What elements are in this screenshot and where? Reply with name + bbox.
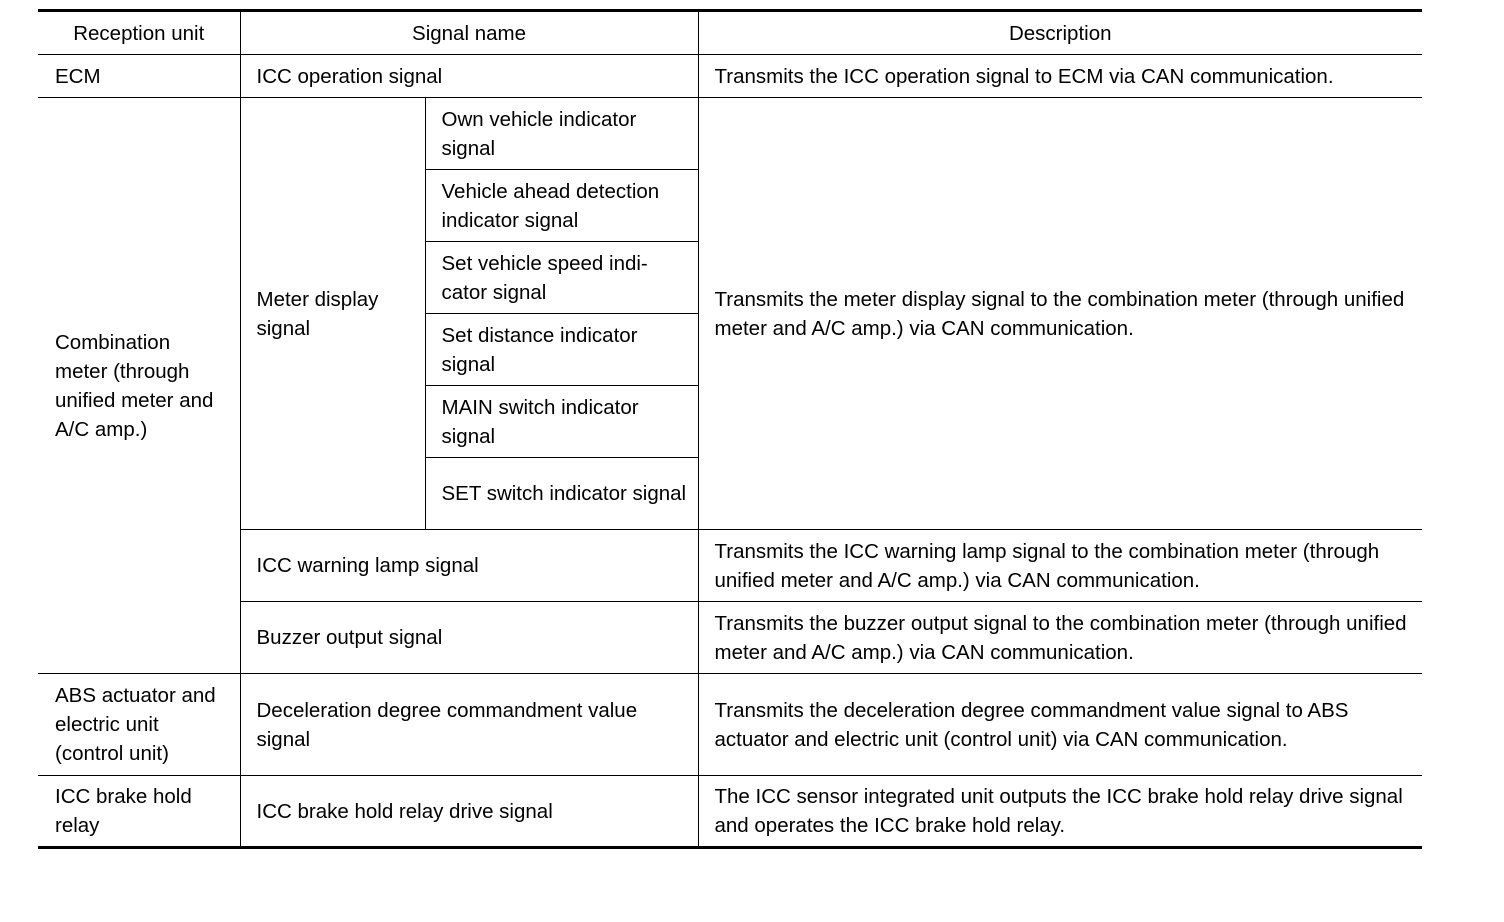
description-cell: Transmits the ICC operation signal to ECM via CAN communication. [698, 55, 1422, 98]
sub-signal-cell: Set distance indicator signal [425, 314, 698, 386]
header-reception-unit: Reception unit [38, 11, 240, 55]
table-row [38, 98, 1422, 170]
header-row [38, 11, 1422, 55]
table-row [38, 55, 1422, 98]
sub-signal-cell: MAIN switch indicator signal [425, 386, 698, 458]
table-row [38, 674, 1422, 776]
unit-cell: ECM [38, 55, 240, 98]
description-cell: Transmits the ICC warning lamp signal to the combination meter (through unified meter and A/C amp.) via CAN communication. [698, 530, 1422, 602]
unit-cell: Combination meter (through unified meter and A/C amp.) [38, 98, 240, 674]
signal-table [38, 9, 1422, 849]
signal-cell: ICC brake hold relay drive signal [240, 776, 698, 848]
sub-signal-cell: Own vehicle indicator signal [425, 98, 698, 170]
signal-cell: ICC operation signal [240, 55, 698, 98]
sub-signal-cell: Set vehicle speed indi-cator signal [425, 242, 698, 314]
header-description: Description [698, 11, 1422, 55]
table-row [38, 602, 1422, 674]
description-cell: The ICC sensor integrated unit outputs the ICC brake hold relay drive signal and operates the ICC brake hold relay. [698, 776, 1422, 848]
unit-cell: ABS actuator and electric unit (control unit) [38, 674, 240, 776]
unit-cell: ICC brake hold relay [38, 776, 240, 848]
table-row [38, 776, 1422, 848]
table-row [38, 530, 1422, 602]
description-cell: Transmits the buzzer output signal to the combination meter (through unified meter and A/C amp.) via CAN communication. [698, 602, 1422, 674]
header-signal-name: Signal name [240, 11, 698, 55]
signal-cell: Buzzer output signal [240, 602, 698, 674]
description-cell: Transmits the deceleration degree commandment value signal to ABS actuator and electric unit (control unit) via CAN communication. [698, 674, 1422, 776]
signal-cell: ICC warning lamp signal [240, 530, 698, 602]
signal-cell: Deceleration degree commandment value signal [240, 674, 698, 776]
sub-signal-cell: Vehicle ahead detection indicator signal [425, 170, 698, 242]
description-cell: Transmits the meter display signal to the combination meter (through unified meter and A/C amp.) via CAN communication. [698, 98, 1422, 530]
signal-group-cell: Meter display signal [240, 98, 425, 530]
sub-signal-cell: SET switch indicator signal [425, 458, 698, 530]
